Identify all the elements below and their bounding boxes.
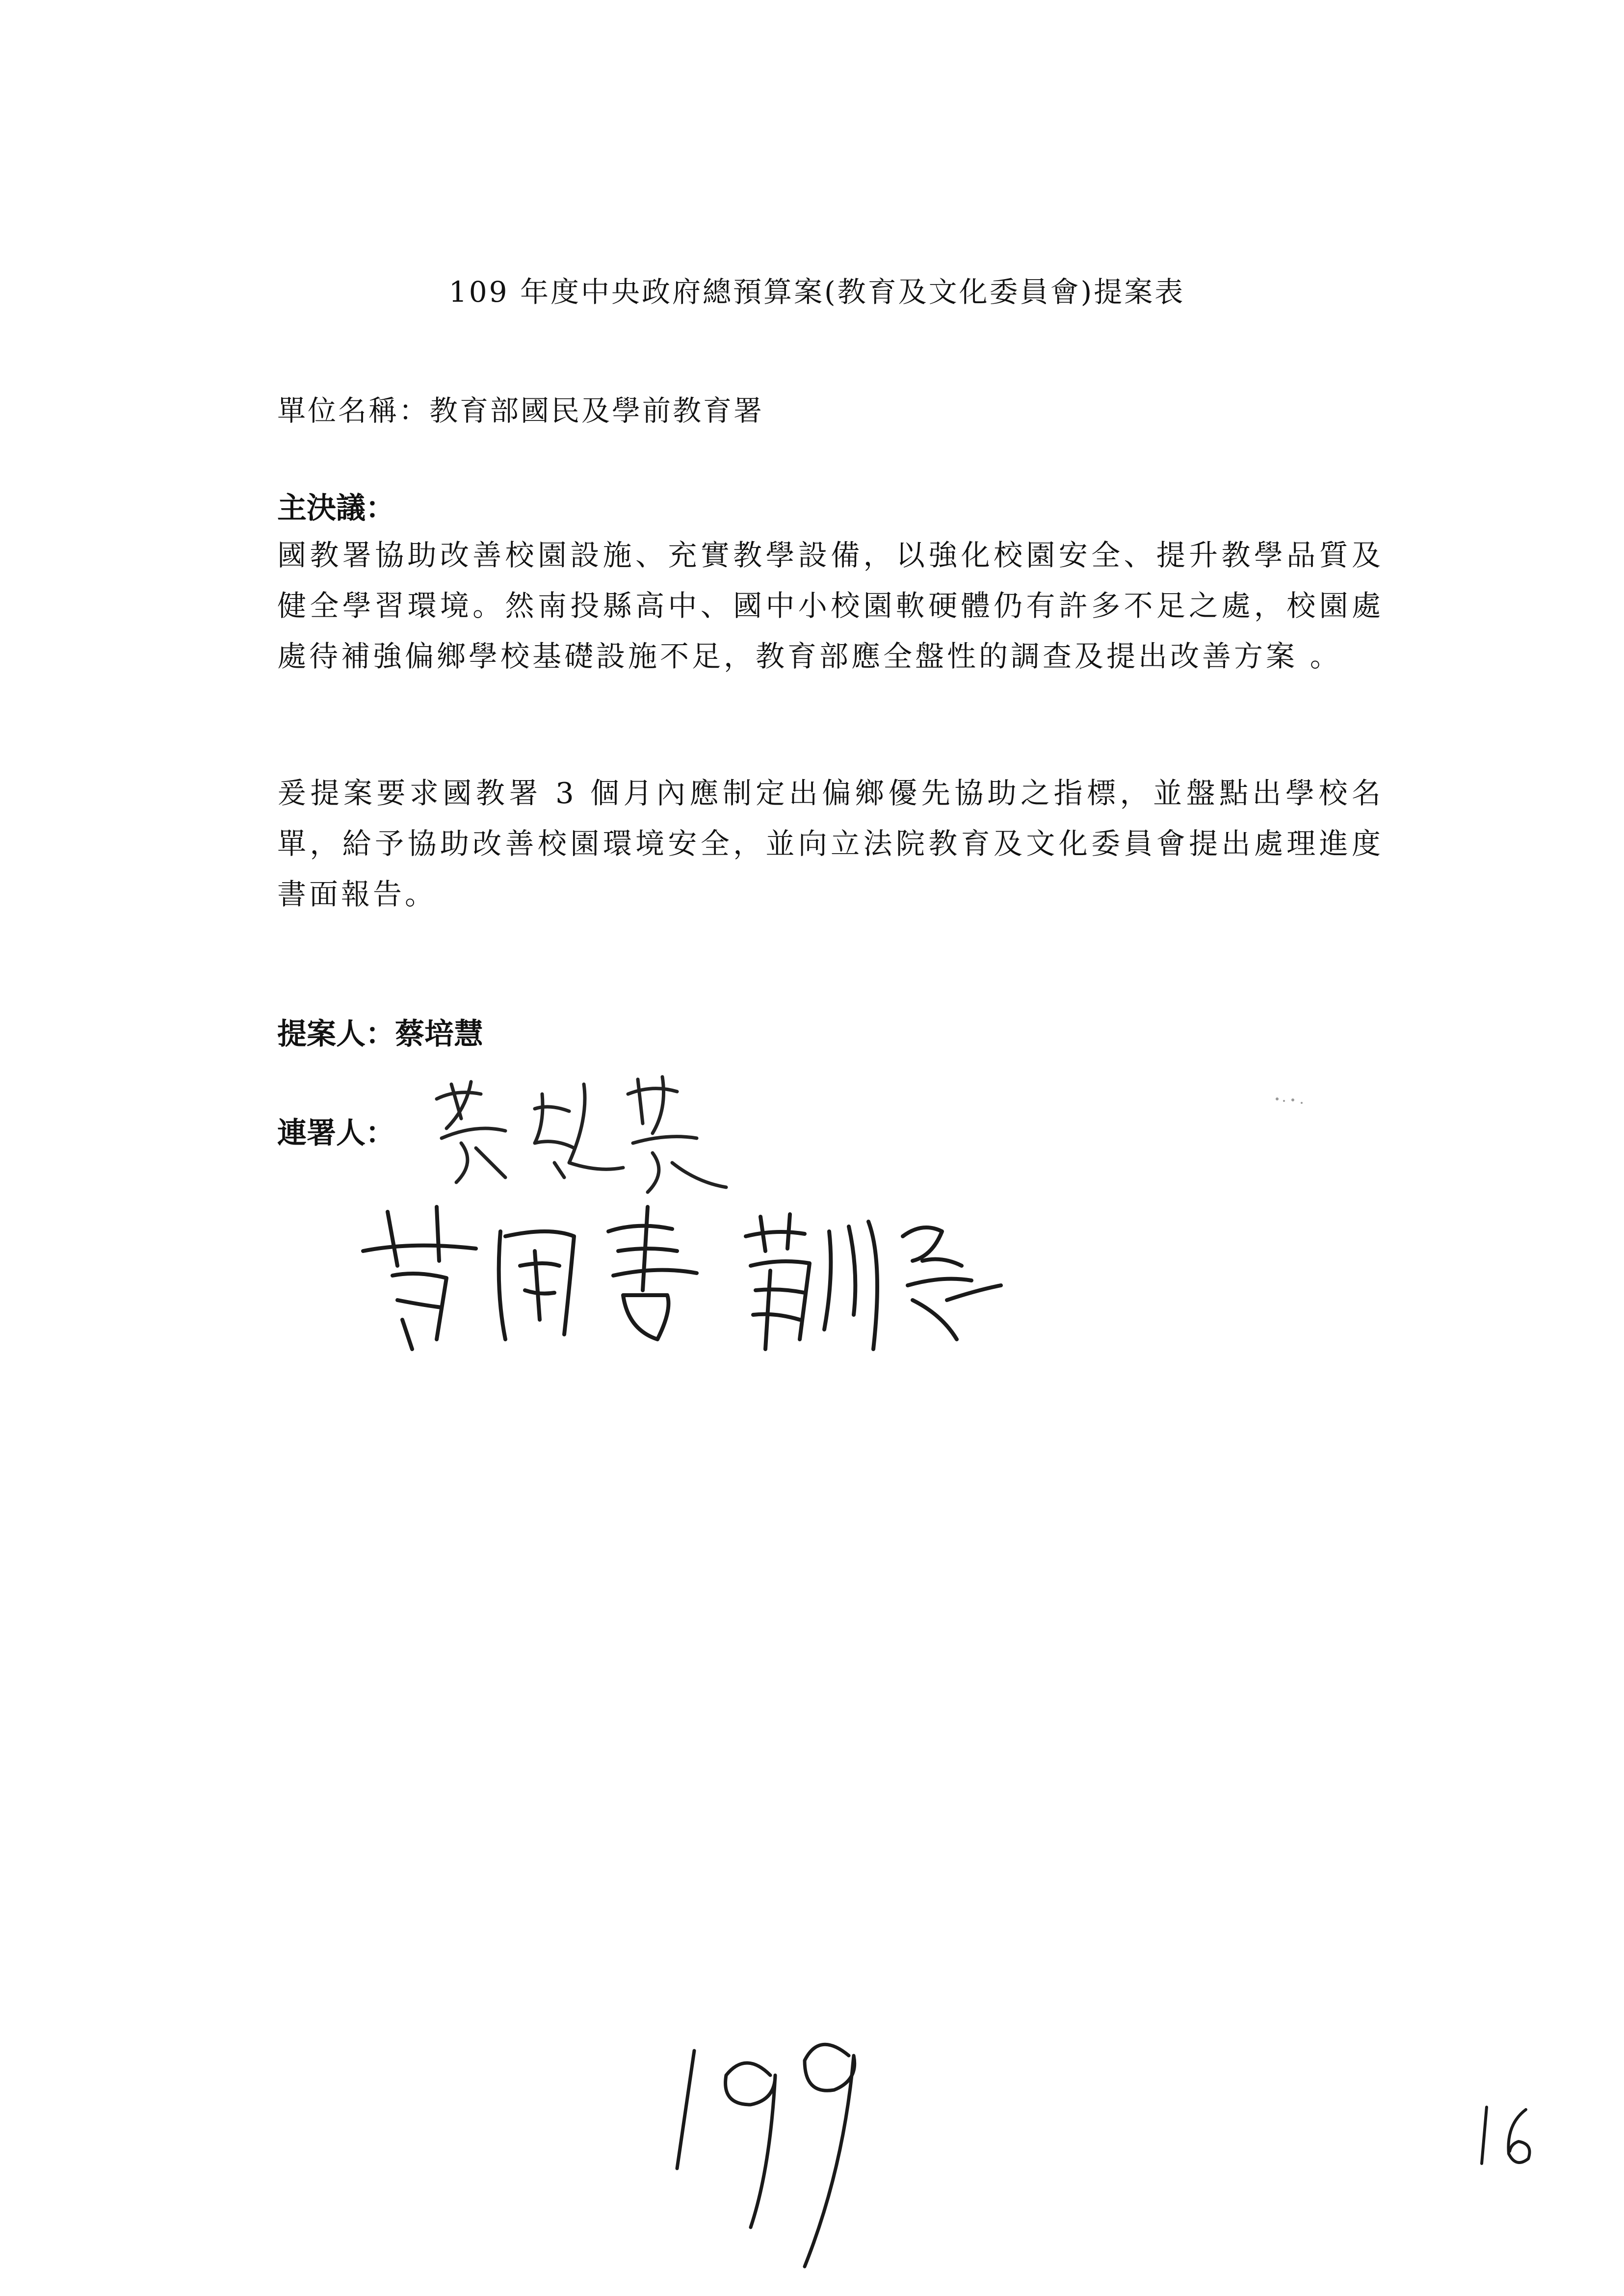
scan-speck — [1273, 1094, 1308, 1109]
cosigner-signature-3 — [736, 1202, 1011, 1359]
cosigner-signature-2 — [353, 1192, 726, 1354]
resolution-paragraph-1: 國教署協助改善校園設施、充實教學設備，以強化校園安全、提升教學品質及健全學習環境。然南投縣高中、國中小校園軟硬體仍有許多不足之處，校園處處待補強偏鄉學校基礎設施不足，教育部應全盤性的調查及提出改善方案 。 — [277, 538, 1384, 673]
unit-name: 單位名稱：教育部國民及學前教育署 — [277, 394, 764, 427]
handwritten-corner-number-16 — [1467, 2095, 1545, 2173]
cosigner-label: 連署人： — [277, 1116, 395, 1150]
handwritten-page-number-199 — [657, 2021, 878, 2276]
document-title: 109 年度中央政府總預算案(教育及文化委員會)提案表 — [448, 275, 1185, 309]
proposer: 提案人：蔡培慧 — [277, 1017, 483, 1051]
cosigner-signature-1 — [422, 1065, 746, 1202]
resolution-paragraph-2: 爰提案要求國教署 3 個月內應制定出偏鄉優先協助之指標，並盤點出學校名單，給予協助改善校園環境安全，並向立法院教育及文化委員會提出處理進度書面報告。 — [277, 776, 1384, 911]
resolution-heading: 主決議： — [277, 491, 395, 525]
